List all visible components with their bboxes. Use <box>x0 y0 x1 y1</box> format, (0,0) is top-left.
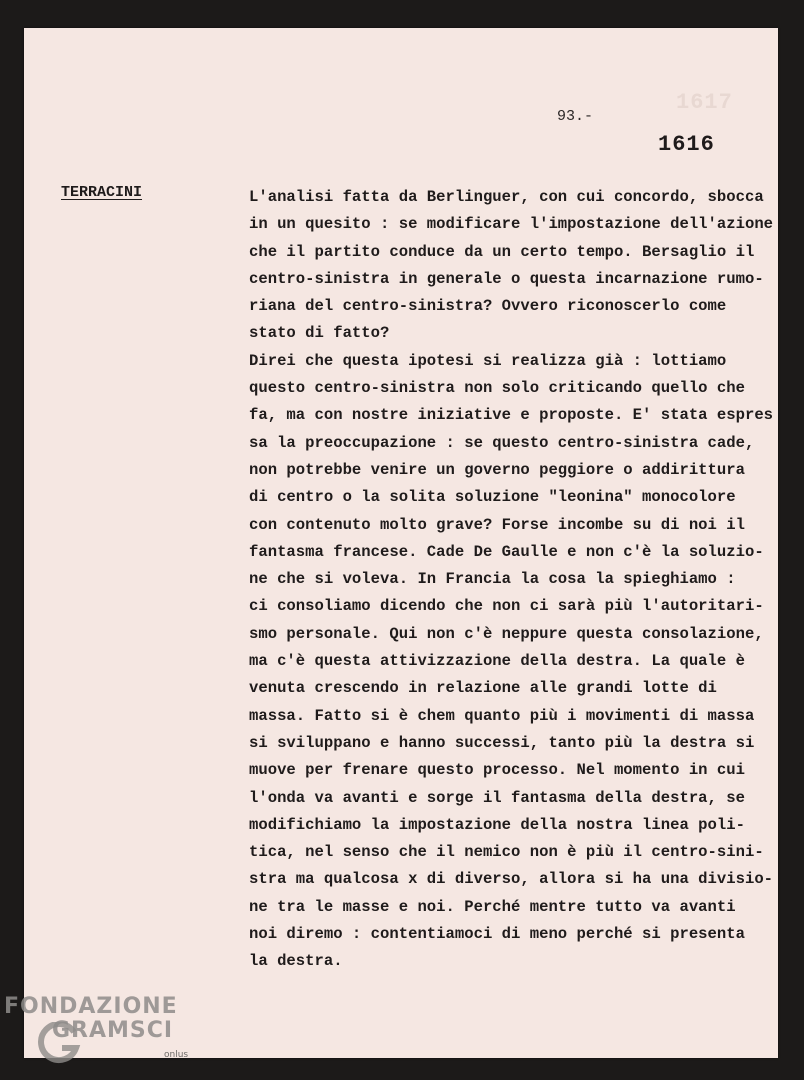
document-number: 1616 <box>658 132 715 157</box>
text-line: riana del centro-sinistra? Ovvero riconoscerlo come <box>249 297 727 316</box>
watermark-line2: GRAMSCI <box>52 1018 174 1043</box>
text-line: modifichiamo la impostazione della nostra linea poli- <box>249 815 745 834</box>
text-line: di centro o la solita soluzione "leonina" monocolore <box>249 488 736 507</box>
text-line: non potrebbe venire un governo peggiore o addirittura <box>249 460 745 479</box>
text-line: che il partito conduce da un certo tempo. Bersaglio il <box>249 242 755 261</box>
text-line: si sviluppano e hanno successi, tanto più la destra si <box>249 733 755 752</box>
text-line: fantasma francese. Cade De Gaulle e non c'è la soluzio- <box>249 542 764 561</box>
text-line: Direi che questa ipotesi si realizza già : lottiamo <box>249 351 727 370</box>
text-line: muove per frenare questo processo. Nel momento in cui <box>249 761 745 780</box>
text-line: centro-sinistra in generale o questa incarnazione rumo- <box>249 269 764 288</box>
watermark-line1: FONDAZIONE <box>4 994 178 1019</box>
watermark-logo <box>4 994 204 1074</box>
page-number: 93.- <box>557 108 594 125</box>
watermark-sub: onlus <box>164 1050 189 1060</box>
text-line: noi diremo : contentiamoci di meno perché si presenta <box>249 925 745 944</box>
text-line: stra ma qualcosa x di diverso, allora si ha una divisio- <box>249 870 774 889</box>
text-line: in un quesito : se modificare l'impostazione dell'azione <box>249 215 774 234</box>
text-line: smo personale. Qui non c'è neppure questa consolazione, <box>249 624 764 643</box>
text-line: l'onda va avanti e sorge il fantasma della destra, se <box>249 788 745 807</box>
text-line: ne che si voleva. In Francia la cosa la spieghiamo : <box>249 570 736 589</box>
text-line: ma c'è questa attivizzazione della destra. La quale è <box>249 652 745 671</box>
text-line: ne tra le masse e noi. Perché mentre tutto va avanti <box>249 897 736 916</box>
text-line: tica, nel senso che il nemico non è più il centro-sini- <box>249 843 764 862</box>
text-line: fa, ma con nostre iniziative e proposte. E' stata espres <box>249 406 774 425</box>
text-line: con contenuto molto grave? Forse incombe su di noi il <box>249 515 745 534</box>
speech-text <box>249 184 774 976</box>
speaker-name: TERRACINI <box>61 184 143 201</box>
text-line: massa. Fatto si è chem quanto più i movimenti di massa <box>249 706 755 725</box>
bleed-through-mark: 1617 <box>676 90 733 115</box>
text-line: questo centro-sinistra non solo criticando quello che <box>249 379 745 398</box>
text-line: L'analisi fatta da Berlinguer, con cui concordo, sbocca <box>249 188 764 206</box>
text-line: la destra. <box>249 952 343 971</box>
text-line: venuta crescendo in relazione alle grandi lotte di <box>249 679 717 698</box>
text-line: stato di fatto? <box>249 324 390 343</box>
text-line: sa la preoccupazione : se questo centro-sinistra cade, <box>249 433 755 452</box>
text-line: ci consoliamo dicendo che non ci sarà più l'autoritari- <box>249 597 764 616</box>
